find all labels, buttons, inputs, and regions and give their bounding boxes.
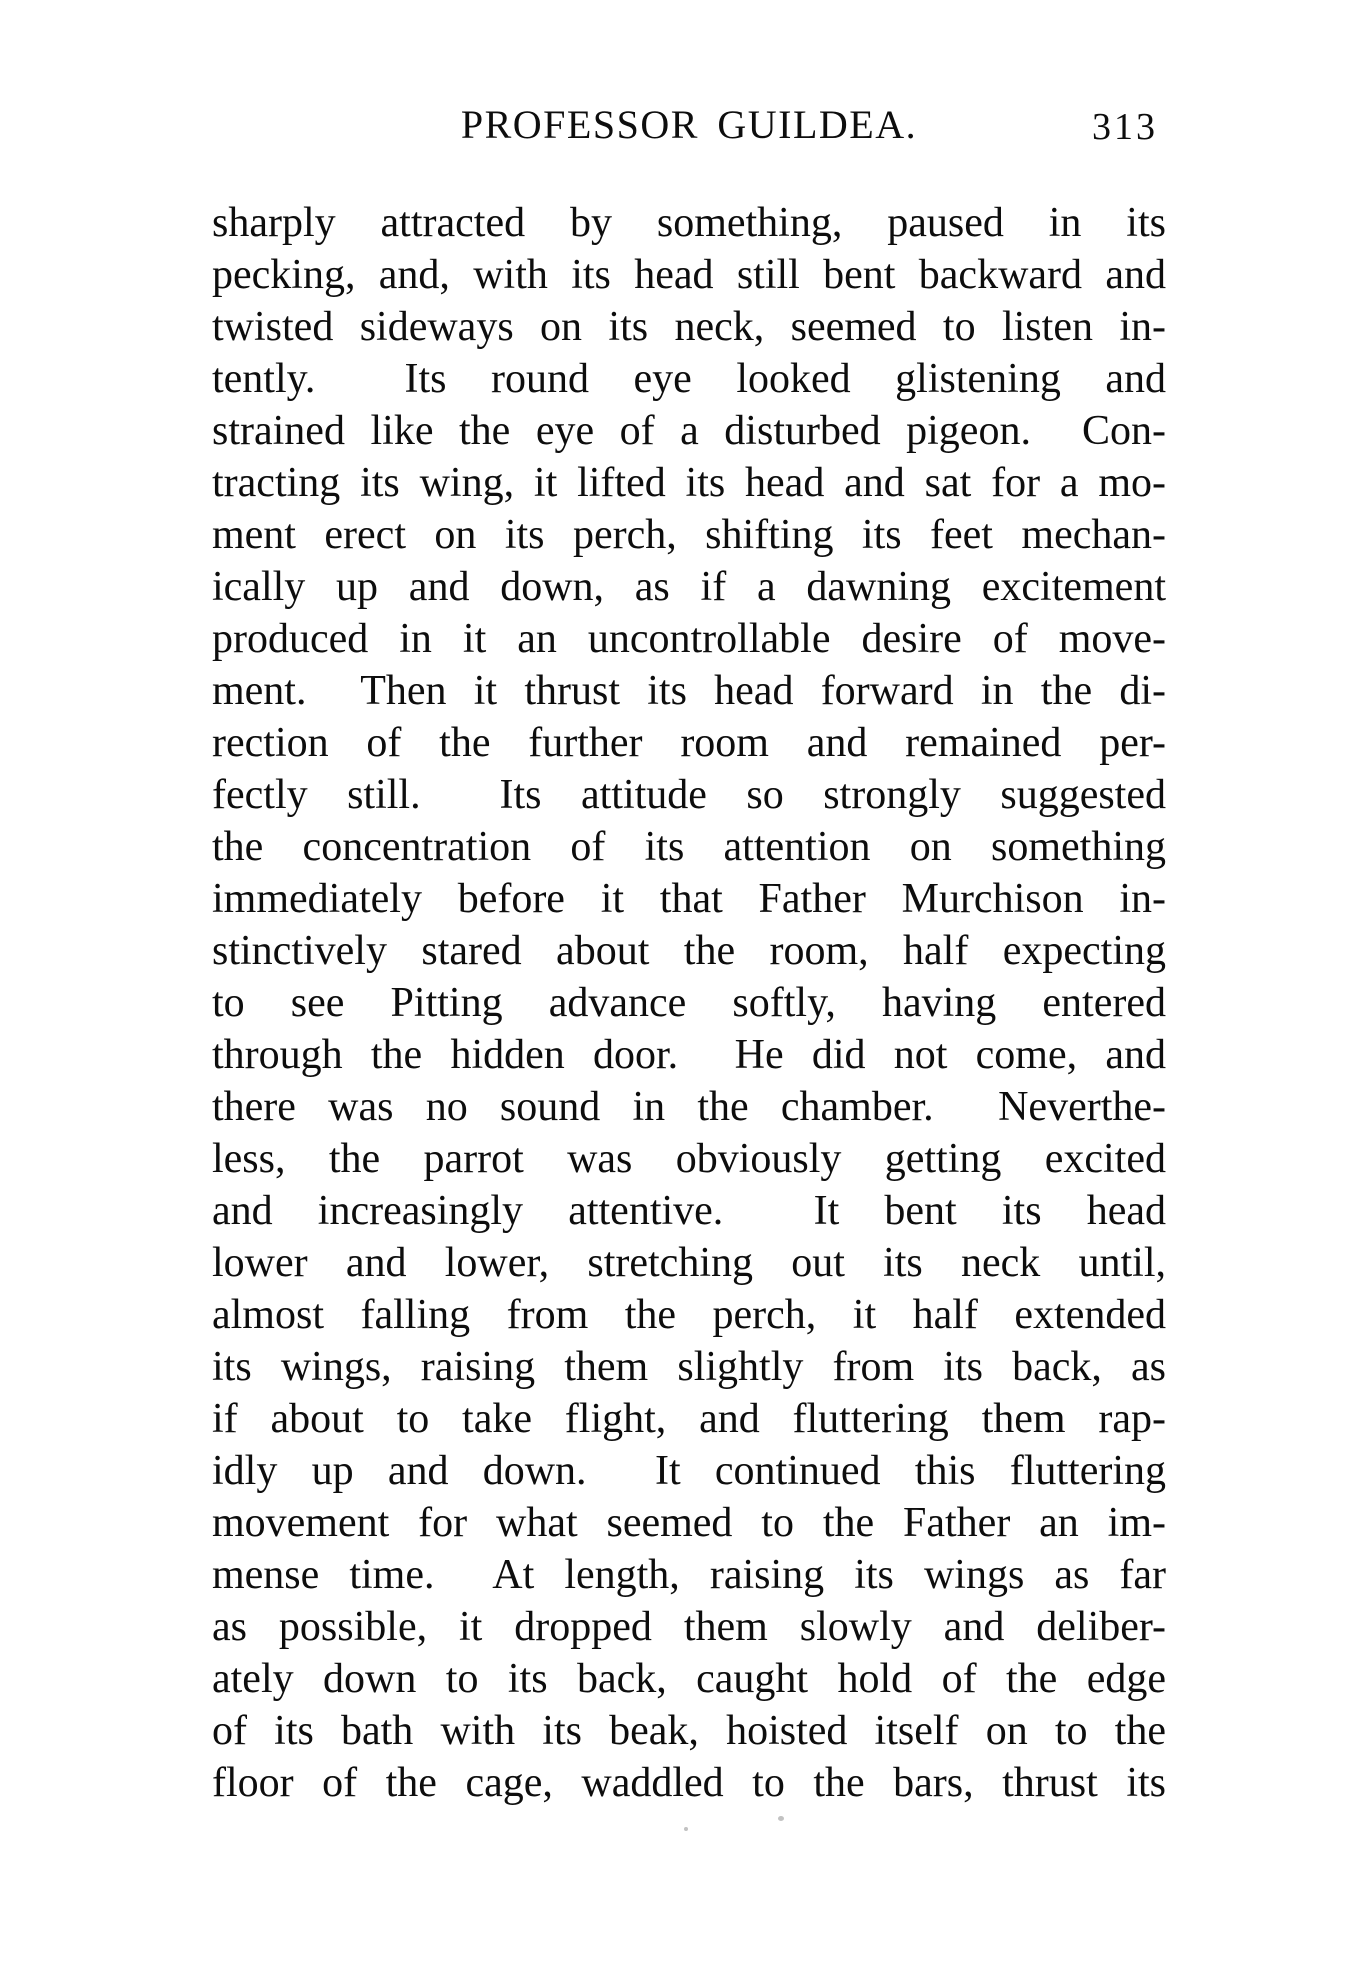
text-line: fectly still. Its attitude so strongly suggested (212, 772, 1166, 818)
text-line: there was no sound in the chamber. Neverthe- (212, 1084, 1166, 1130)
text-line: almost falling from the perch, it half extended (212, 1292, 1166, 1338)
text-line: if about to take flight, and fluttering them rap- (212, 1396, 1166, 1442)
text-line: pecking, and, with its head still bent backward and (212, 252, 1166, 298)
text-line: ment erect on its perch, shifting its feet mechan- (212, 512, 1166, 558)
text-line: idly up and down. It continued this fluttering (212, 1448, 1166, 1494)
text-line: immediately before it that Father Murchison in- (212, 876, 1166, 922)
page-number: 313 (1092, 106, 1158, 148)
text-line: the concentration of its attention on something (212, 824, 1166, 870)
text-line: sharply attracted by something, paused in its (212, 200, 1166, 246)
text-line: rection of the further room and remained per- (212, 720, 1166, 766)
text-line: movement for what seemed to the Father an im- (212, 1500, 1166, 1546)
text-line: through the hidden door. He did not come, and (212, 1032, 1166, 1078)
ink-speck (778, 1816, 784, 1821)
text-line: produced in it an uncontrollable desire of move- (212, 616, 1166, 662)
text-line: twisted sideways on its neck, seemed to listen in- (212, 304, 1166, 350)
ink-speck (684, 1827, 688, 1831)
text-line: lower and lower, stretching out its neck until, (212, 1240, 1166, 1286)
text-line: tracting its wing, it lifted its head and sat for a mo- (212, 460, 1166, 506)
text-line: tently. Its round eye looked glistening and (212, 356, 1166, 402)
page-header-title: PROFESSOR GUILDEA. (460, 102, 918, 147)
text-line: its wings, raising them slightly from its back, as (212, 1344, 1166, 1390)
text-line: mense time. At length, raising its wings as far (212, 1552, 1166, 1598)
running-header (212, 103, 1166, 153)
text-line: of its bath with its beak, hoisted itself on to the (212, 1708, 1166, 1754)
text-line: less, the parrot was obviously getting excited (212, 1136, 1166, 1182)
text-line: ically up and down, as if a dawning excitement (212, 564, 1166, 610)
body-text (212, 197, 1166, 1809)
text-line: floor of the cage, waddled to the bars, thrust its (212, 1760, 1166, 1806)
text-line: to see Pitting advance softly, having entered (212, 980, 1166, 1026)
text-line: ately down to its back, caught hold of the edge (212, 1656, 1166, 1702)
text-line: as possible, it dropped them slowly and deliber- (212, 1604, 1166, 1650)
text-line: stinctively stared about the room, half expecting (212, 928, 1166, 974)
text-line: and increasingly attentive. It bent its head (212, 1188, 1166, 1234)
text-line: ment. Then it thrust its head forward in the di- (212, 668, 1166, 714)
text-line: strained like the eye of a disturbed pigeon. Con- (212, 408, 1166, 454)
